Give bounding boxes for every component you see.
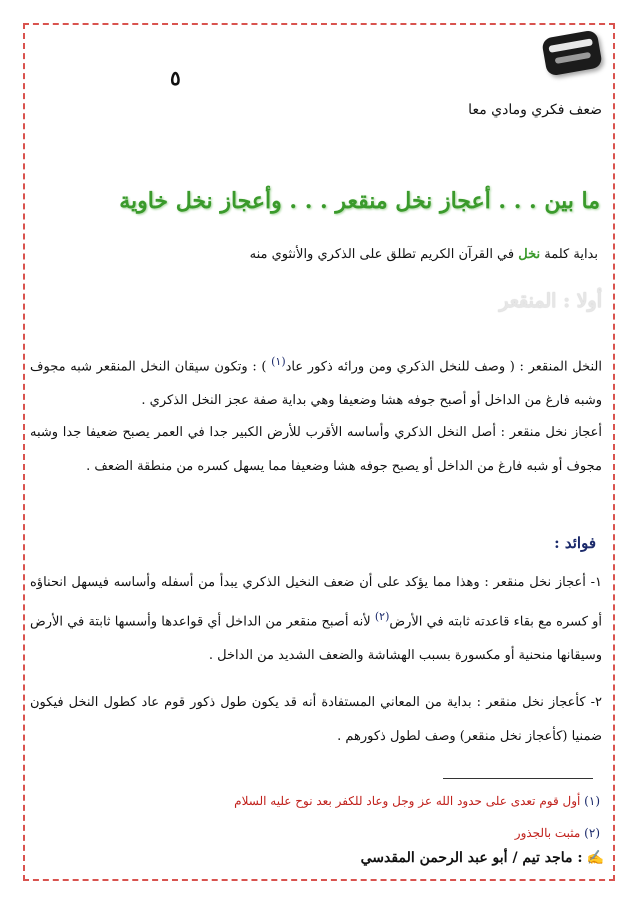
footnote-ref-1[interactable]: (١)	[271, 355, 286, 368]
footnote-2	[515, 826, 600, 840]
section-heading: أولا : المنقعر	[499, 290, 602, 312]
footnote-2-text: مثبت بالجذور	[514, 826, 585, 840]
intro-after: في القرآن الكريم تطلق على الذكري والأنثوي منه	[249, 247, 519, 262]
point-2: ٢- كأعجاز نخل منقعر : بداية من المعاني المستفادة أنه قد يكون طول ذكور قوم عاد كطول النخل فيكون ضمنيا (كأعجاز نخل منقعر) وصف لطول ذكورهم .	[30, 695, 602, 744]
footnote-divider	[443, 778, 593, 779]
point-1-before: ١- أعجاز نخل منقعر : وهذا مما يؤكد على أن ضعف النخيل الذكري يبدأ من أسفله وأساسه فيسهل انحناؤه أو كسره مع بقاء قاعدته ثابته في الأرض	[30, 575, 602, 630]
main-title: ما بين . . . أعجاز نخل منقعر . . . وأعجاز نخل خاوية	[119, 188, 600, 214]
footnote-1-text: أول قوم تعدى على حدود الله عز وجل وعاد للكفر بعد نوح عليه السلام	[234, 794, 585, 808]
fawaid-heading: فوائد :	[554, 534, 596, 552]
subtitle: ضعف فكري ومادي معا	[468, 102, 602, 118]
author-credit	[361, 850, 604, 866]
footnote-ref-2[interactable]: (٢)	[374, 610, 390, 623]
paragraph-1	[30, 345, 602, 418]
author-name: : ماجد تيم / أبو عبد الرحمن المقدسي	[360, 850, 583, 866]
point-1-after: لأنه أصبح منقعر من الداخل أي قواعدها وأسسها ثابتة في الأرض وسيقانها منحنية أو مكسورة بسبب الهشاشة والضعف الشديد من الداخل .	[30, 614, 602, 664]
paragraph-1-after: ) : وتكون سيقان النخل المنقعر شبه مجوف وشبه فارغ من الداخل أو أصبح جوفه هشا وضعيفا وهي بداية صفة عجز النخل الذكري .	[30, 359, 602, 409]
intro-line	[250, 247, 598, 262]
paragraph-2: أعجاز نخل منقعر : أصل النخل الذكري وأساسه الأقرب للأرض الكبير جدا في العمر يصبح ضعيفا جدا وشبه مجوف أو شبه فارغ من الداخل أو يصبح جوفه هشا وضعيفا مما يسهل كسره من منطقة الضعف .	[30, 425, 602, 474]
intro-before: بداية كلمة	[540, 247, 598, 262]
footnote-1-number: (١)	[584, 794, 600, 808]
page-number: ٥	[170, 66, 181, 90]
intro-highlight: نخل	[518, 247, 541, 262]
footnote-2-number: (٢)	[584, 826, 600, 840]
pen-icon: ✍	[586, 850, 604, 866]
point-1	[30, 566, 602, 673]
footnote-1	[234, 794, 600, 808]
paragraph-1-before: النخل المنقعر : ( وصف للنخل الذكري ومن ورائه ذكور عاد	[285, 359, 602, 375]
